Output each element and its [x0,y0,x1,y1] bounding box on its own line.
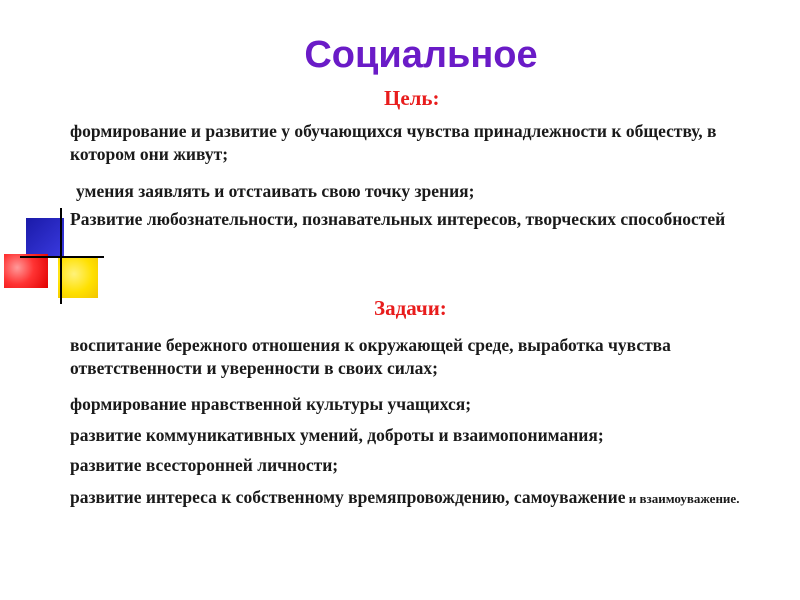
task-item-5-tail: и взаимоуважение. [625,491,740,506]
goal-item-1: формирование и развитие у обучающихся чувства принадлежности к обществу, в котором они живут; [70,121,717,164]
goal-item-3: Развитие любознательности, познавательных интересов, творческих способностей [70,209,726,229]
goal-item-2: умения заявлять и отстаивать свою точку зрения; [76,181,475,201]
tasks-heading: Задачи: [374,296,447,320]
goal-heading: Цель: [384,86,440,110]
decorative-red-square [4,254,48,288]
slide-title: Социальное [304,34,538,76]
task-item-3: развитие коммуникативных умений, доброты и взаимопонимания; [70,425,604,445]
decorative-blue-square [26,218,64,256]
task-item-1: воспитание бережного отношения к окружающей среде, выработка чувства ответственности и уверенности в своих силах; [70,335,671,378]
task-item-2: формирование нравственной культуры учащихся; [70,394,472,414]
task-item-4: развитие всесторонней личности; [70,455,339,475]
task-item-5-main: развитие интереса к собственному времяпровождению, самоуважение [70,487,626,507]
decorative-yellow-square [58,258,98,298]
task-item-5 [70,486,770,510]
decorative-horizontal-line [20,256,104,258]
